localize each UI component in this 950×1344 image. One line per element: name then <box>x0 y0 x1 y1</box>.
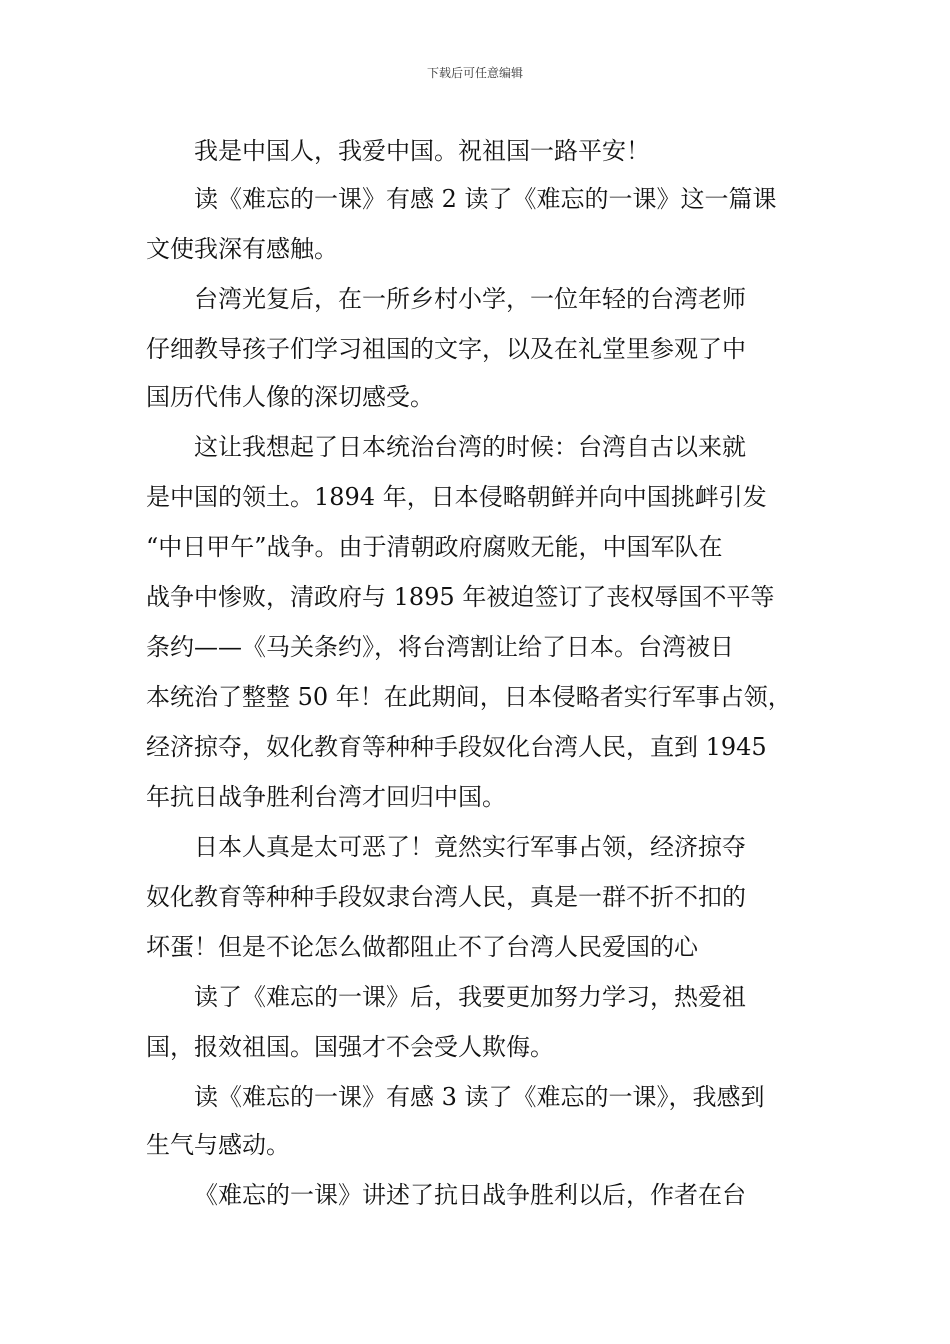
text-line: 读了《难忘的一课》后，我要更加努力学习，热爱祖 <box>194 983 746 1011</box>
text-line: 生气与感动。 <box>146 1131 290 1159</box>
text-line: 台湾光复后，在一所乡村小学，一位年轻的台湾老师 <box>194 285 746 313</box>
text-line: 年抗日战争胜利台湾才回归中国。 <box>146 783 506 811</box>
text-line: 坏蛋！但是不论怎么做都阻止不了台湾人民爱国的心 <box>146 933 698 961</box>
text-line: 读《难忘的一课》有感 3 读了《难忘的一课》，我感到 <box>194 1083 765 1111</box>
page-header: 下载后可任意编辑 <box>426 66 523 80</box>
text-line: 奴化教育等种种手段奴隶台湾人民，真是一群不折不扣的 <box>146 883 746 911</box>
text-line: 日本人真是太可恶了！竟然实行军事占领，经济掠夺 <box>194 833 746 861</box>
text-line: 是中国的领土。1894 年，日本侵略朝鲜并向中国挑衅引发 <box>146 483 767 511</box>
text-line: 条约——《马关条约》，将台湾割让给了日本。台湾被日 <box>146 633 734 661</box>
text-line: 战争中惨败，清政府与 1895 年被迫签订了丧权辱国不平等 <box>146 583 775 611</box>
text-line: 本统治了整整 50 年！在此期间，日本侵略者实行军事占领， <box>146 683 792 711</box>
text-line: 这让我想起了日本统治台湾的时候：台湾自古以来就 <box>194 433 746 461</box>
text-line: 《难忘的一课》讲述了抗日战争胜利以后，作者在台 <box>194 1181 746 1209</box>
text-line: 经济掠夺，奴化教育等种种手段奴化台湾人民，直到 1945 <box>146 733 767 761</box>
text-line: “中日甲午”战争。由于清朝政府腐败无能，中国军队在 <box>146 533 723 561</box>
text-line: 国，报效祖国。国强才不会受人欺侮。 <box>146 1033 554 1061</box>
text-line: 文使我深有感触。 <box>146 235 338 263</box>
text-line: 仔细教导孩子们学习祖国的文字，以及在礼堂里参观了中 <box>146 335 746 363</box>
text-line: 我是中国人，我爱中国。祝祖国一路平安！ <box>194 137 650 165</box>
text-line: 读《难忘的一课》有感 2 读了《难忘的一课》这一篇课 <box>194 185 777 213</box>
text-line: 国历代伟人像的深切感受。 <box>146 383 434 411</box>
